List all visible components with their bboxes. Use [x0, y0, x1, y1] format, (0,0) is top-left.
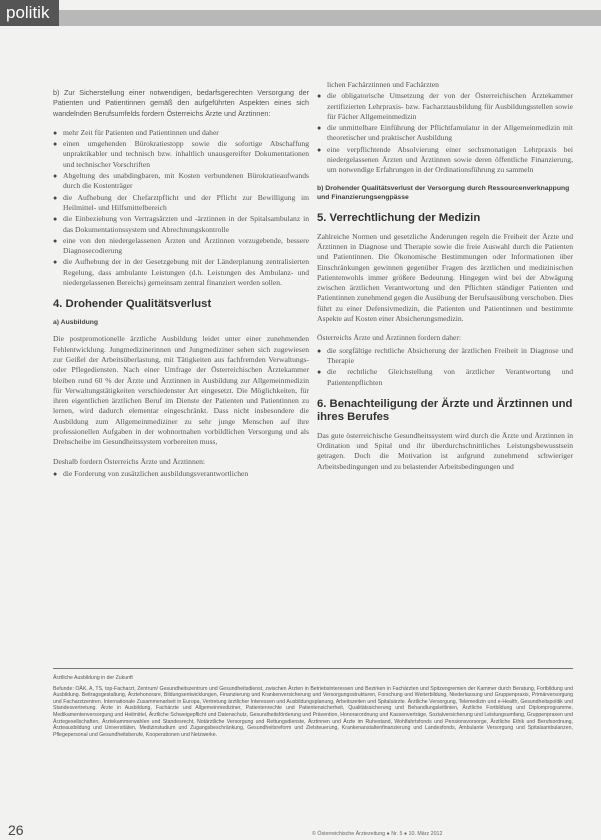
- list-item: ● die rechtliche Gleichstellung von ärztlicher Verantwortung und Patientenpflichten: [317, 367, 573, 388]
- list-item: ● die sorgfältige rechtliche Absicherung der ärztlichen Freiheit in Diagnose und Therapie: [317, 346, 573, 367]
- list-item: ● die unmittelbare Einführung der Pflichtfamulatur in der Allgemeinmedizin mit theoretischer und praktischer Ausbildung: [317, 123, 573, 144]
- section-tab: politik: [0, 0, 59, 26]
- section-heading-5: 5. Verrechtlichung der Medizin: [317, 211, 481, 224]
- demand-list-5: [317, 346, 573, 388]
- subheading-qualitaetsverlust: b) Drohender Qualitätsverlust der Versorgung durch Ressourcenverknappung und Finanzierungsengpässe: [317, 184, 570, 201]
- footnote-separator: [53, 668, 573, 669]
- intro-paragraph: b) Zur Sicherstellung einer notwendigen, bedarfsgerechten Versorgung der Patienten und Patientinnen gemäß den aufgeführten Aspekten eines sich wandelnden Berufsumfelds fordern Österreichs Ärzte und Ärztinnen:: [53, 88, 309, 118]
- list-item: ● mehr Zeit für Patienten und Patientinnen und daher: [53, 128, 309, 138]
- list-item: ● Abgeltung des unabdingbaren, mit Kosten verbundenen Bürokratieaufwands durch die Kostenträger: [53, 171, 309, 192]
- footnote-text: Befunde: OÄK, A, TS, top-Facharzt, Zentrum/ Gesundheitszentrum und Gesundheitsdienst, zwischen Ärzten in Betriebsinteressen und Bezirken in Fachärzten und Spitzengremien der Kammer durch Beratung, Fortbildung und Ausbildung. Beitragsgestaltung, Ärztehonorare, Bildungsentwicklungen, Finanzierung und Krankenversicherung und Versorgungsstrukturen, Forschung und Weiterbildung, Niederlassung und Gruppenpraxis, Primärversorgung und Facharztzentren. Internationale Zusammenarbeit in Europa, Vertretung ärztlicher Interessen und Ausbildungsplanung, Arbeitszeiten und Spitalsärzte. Ärztliche Versorgung, Telemedizin und e-Health, Gesundheitspolitik und Standesvertretung. Ärzte in Ausbildung, Fachärzte und Allgemeinmediziner, Patientenrechte und Patientensicherheit, Qualitätssicherung und Behandlungsleitlinien, Ärztliche Fortbildung und Diplomprogramme, Medikamentenversorgung und Heilmittel, Ärztliche Schweigepflicht und Datenschutz, Gesundheitsförderung und Prävention, Honorarordnung und Kassenverträge, Sozialversicherung und Leistungsumfang, Gruppenpraxen und Ärztegesellschaften, Ärztekammerwahlen und Standesrecht, Notärztliche Versorgung und Rettungsdienste, Ärztinnen und Ärzte im Ruhestand, Wohlfahrtsfonds und Pensionsvorsorge, Ärztliche Ethik und Berufsordnung, Ärzteausbildung und Universitäten, Medizinstudium und Zugangsbeschränkung, Gesundheitsreform und Zielsteuerung, Krankenanstaltenfinanzierung und Landesfonds, Ambulante Versorgung und Spitalsambulanzen, Pflegepersonal und Gesundheitsberufe, Kooperationen und Netzwerke.: [53, 685, 573, 738]
- list-item: ● einen umgehenden Bürokratiestopp sowie die sofortige Abschaffung unpraktikabler und technisch bzw. inhaltlich unausgereifter Dokumentationen und technischer Vorschriften: [53, 139, 309, 170]
- list-item: ● die Aufhebung der in der Gesetzgebung mit der Länderplanung zentralisierten Regelung, dass ambulante Leistungen (d.h. Leistungen des Ambulanz- und niedergelassenen Bereichs) gemeinsam zentral finanziert werden sollen.: [53, 257, 309, 288]
- list-item: ● eine verpflichtende Absolvierung einer sechsmonatigen Lehrpraxis bei niedergelassenen Ärzten und Ärztinnen sowie deren öffentliche Finanzierung, um notwendige Erfahrungen in der Ordinationsführung zu sammeln: [317, 145, 573, 176]
- right-column: [317, 80, 573, 481]
- footnote-block: [53, 675, 573, 738]
- demand-intro: Deshalb fordern Österreichs Ärzte und Ärztinnen:: [53, 456, 206, 466]
- demand-list-end: [53, 469, 309, 479]
- list-item: ● die obligatorische Umsetzung der von der Österreichischen Ärztekammer zertifizierten Lehrpraxis- bzw. Facharztausbildung für Ausbildungsstellen sowie für Fächer Allgemeinmedizin: [317, 91, 573, 122]
- list-item: ● die Aufhebung der Chefarztpflicht und der Pflicht zur Bewilligung im Heilmittel- und Hilfsmittelbereich: [53, 193, 309, 214]
- demand-list: [53, 128, 309, 288]
- page-number: 26: [8, 822, 24, 838]
- section-heading-4: 4. Drohender Qualitätsverlust: [53, 298, 212, 311]
- list-item: ● eine von den niedergelassenen Ärzten und Ärztinnen vorzugebende, bessere Diagnosecodierung: [53, 236, 309, 257]
- subheading-ausbildung: a) Ausbildung: [53, 319, 99, 327]
- journal-footer: © Österreichische Ärztezeitung ● Nr. 5 ● 10. März 2012: [312, 831, 443, 837]
- left-column: [53, 88, 309, 487]
- demand-intro: Österreichs Ärzte und Ärztinnen fordern daher:: [317, 333, 462, 343]
- footnote-label: Ärztliche Ausbildung in der Zukunft: [53, 675, 133, 681]
- demand-list-right: [317, 91, 573, 175]
- list-item: ● die Einbeziehung von Vertragsärzten und -ärztinnen in der Spitalsambulanz in das Dokumentationssystem und Abrechnungskontrolle: [53, 214, 309, 235]
- header-bar: [59, 10, 601, 26]
- section-heading-6: 6. Benachteiligung der Ärzte und Ärztinnen und ihres Berufes: [317, 397, 573, 423]
- continued-text: lichen Fachärztinnen und Fachärzten: [327, 80, 439, 89]
- paragraph-ausbildung: Die postpromotionelle ärztliche Ausbildung leidet unter einer zunehmenden Fehlentwicklung. Jungmedizinerinnen und Jungmediziner sehen sich zugewiesen zur Geißel der Arbeitsüberlastung, mit Tätigkeiten aus fachfremden Verwaltungs- oder Pflegediensten. Nach einer Umfrage der Österreichischen Ärztekammer bleiben rund 60 % der Ärzte und Ärztinnen in Ausbildung zur Allgemeinmedizin für Verwaltungstätigkeiten verschiedenster Art eingesetzt. Die Möglichkeiten, für ihren eigentlichen ärztlichen Beruf im Dienste der Patienten und Patientinnen zu lernen, wird dadurch elementar eingeschränkt. Dass nicht insbesondere die Ausbildung zum Allgemeinmediziner zu sehr junge Menschen auf ihre professionellen Aufgaben in der wohnortnahen vorbildlichen Versorgung und als Drehscheibe im Gesundheitssystem vorbereiten muss,: [53, 334, 309, 447]
- list-item: ● die Forderung von zusätzlichen ausbildungsverantwortlichen: [53, 469, 309, 479]
- paragraph-benachteiligung: Das gute österreichische Gesundheitssystem wird durch die Ärzte und Ärztinnen in Ordination und Spital und ihr überdurchschnittliches Leistungsbewusstsein getragen. Doch die Motivation ist aufgrund zunehmend schwieriger Arbeitsbedingungen und zu belastender Arbeitsbedingungen und: [317, 430, 573, 471]
- paragraph-verrechtlichung: Zahlreiche Normen und gesetzliche Änderungen regeln die Freiheit der Ärzte und Ärztinnen in Diagnose und Therapie sowie die freie Auswahl durch die Patienten und Patientinnen. Die Ökonomische Bestimmungen oder Informationen über Einschränkungen gewinnen gegenüber Fragen des ärztlichen und medizinischen Patientenwohls immer größere Bedeutung. Hingegen wird bei der Abwägung zwischen ärztlichen Verantwortung und den Pflichten ständiger Patienten und Patientinnen zunehmend gegen die Ausübung der Berufsausübung verschoben. Dies führt zu einer Defensivmedizin, die Patienten und Patientinnen und bestimmte Aspekte auf Kosten einer Absicherungsmedizin.: [317, 231, 573, 324]
